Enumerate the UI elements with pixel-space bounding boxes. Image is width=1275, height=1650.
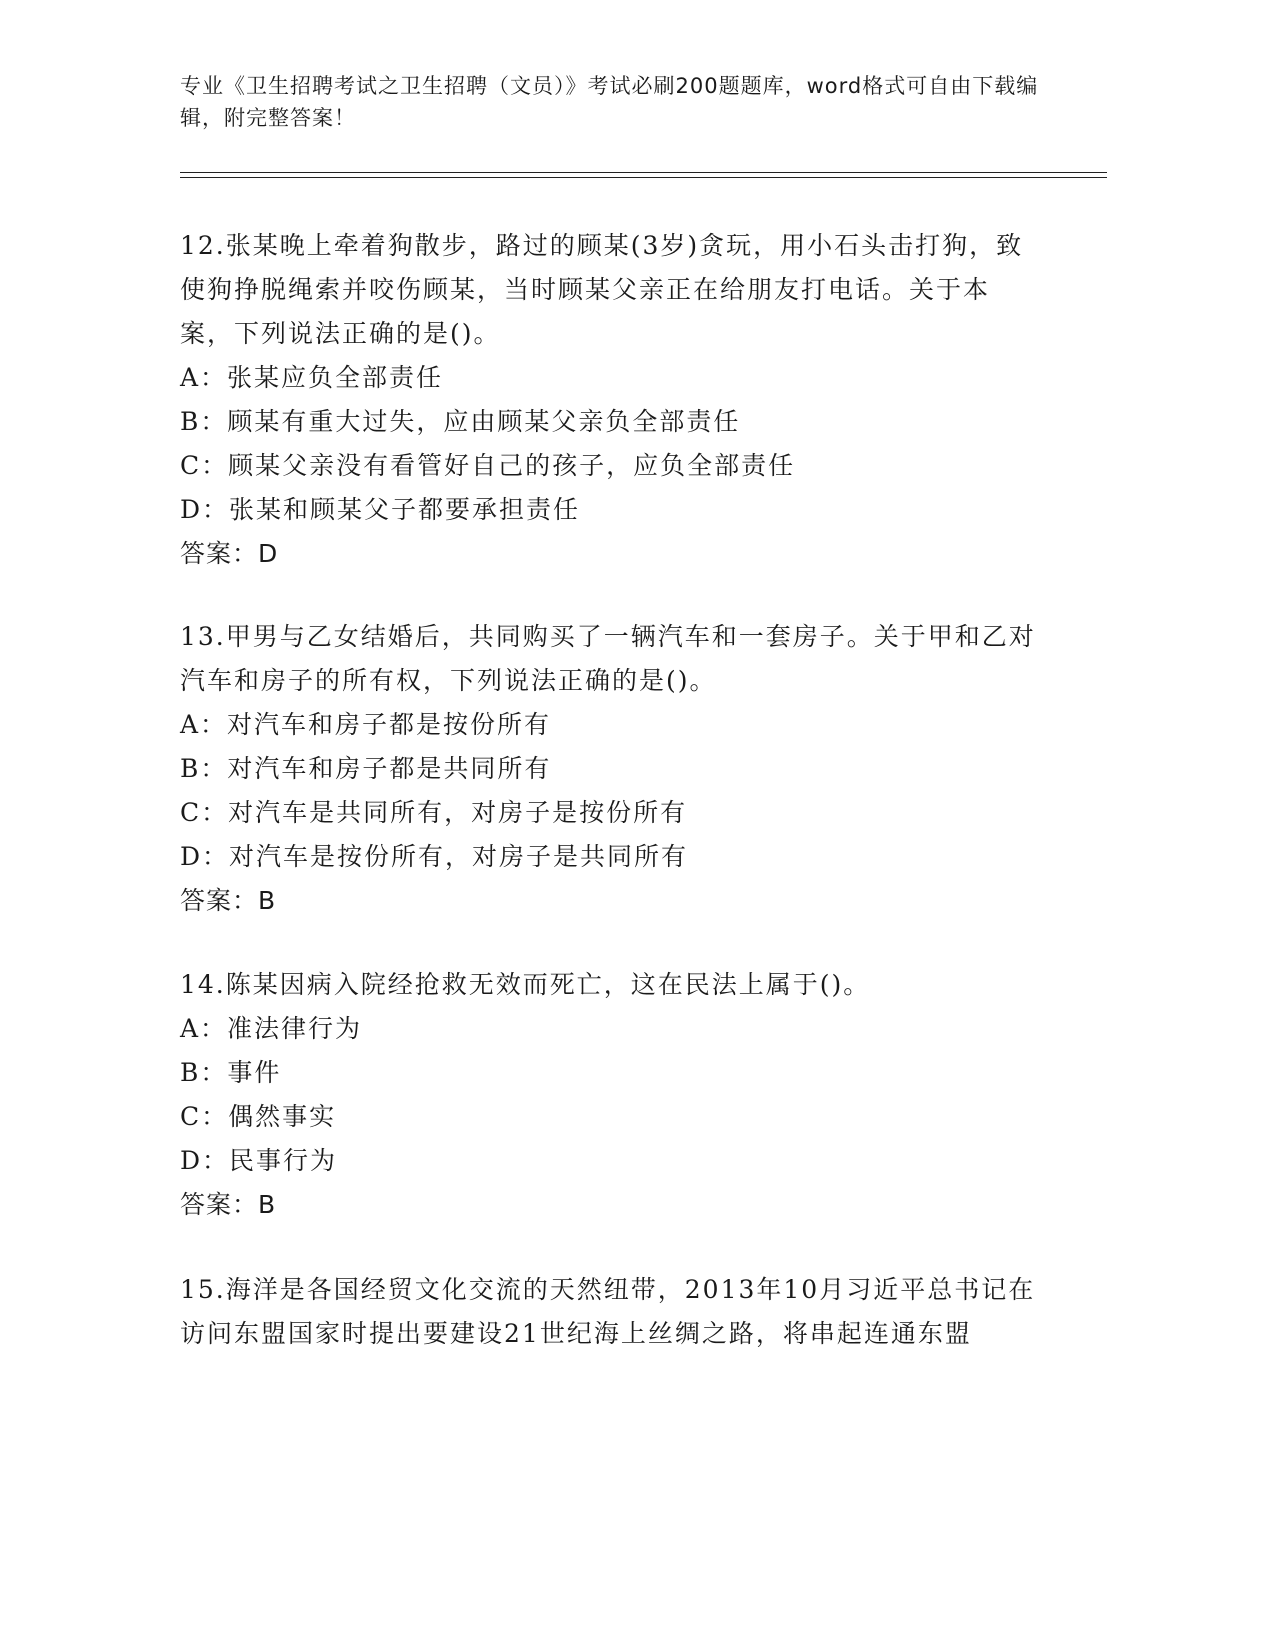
answer: 答案：D [180, 539, 279, 568]
question-15 [180, 1268, 1040, 1356]
option-b: B：对汽车和房子都是共同所有 [180, 754, 552, 783]
header-divider-bottom [180, 177, 1107, 178]
question-stem: 15.海洋是各国经贸文化交流的天然纽带，2013年10月习近平总书记在访问东盟国家时提出要建设21世纪海上丝绸之路，将串起连通东盟 [180, 1275, 1036, 1348]
option-c: C：偶然事实 [180, 1102, 337, 1131]
answer: 答案：B [180, 886, 277, 915]
option-a: A：张某应负全部责任 [180, 363, 444, 392]
answer: 答案：B [180, 1190, 277, 1219]
option-b: B：顾某有重大过失，应由顾某父亲负全部责任 [180, 407, 741, 436]
option-d: D：民事行为 [180, 1146, 338, 1175]
option-d: D：对汽车是按份所有，对房子是共同所有 [180, 842, 689, 871]
option-a: A：对汽车和房子都是按份所有 [180, 710, 552, 739]
question-12 [180, 224, 1040, 576]
option-b: B：事件 [180, 1058, 282, 1087]
header-divider-top [180, 172, 1107, 173]
document-header [180, 70, 1060, 134]
option-c: C：对汽车是共同所有，对房子是按份所有 [180, 798, 688, 827]
question-stem: 12.张某晚上牵着狗散步，路过的顾某(3岁)贪玩，用小石头击打狗，致使狗挣脱绳索并咬伤顾某，当时顾某父亲正在给朋友打电话。关于本案，下列说法正确的是()。 [180, 231, 1024, 348]
question-13 [180, 615, 1040, 923]
option-d: D：张某和顾某父子都要承担责任 [180, 495, 581, 524]
question-14 [180, 963, 1040, 1227]
option-c: C：顾某父亲没有看管好自己的孩子，应负全部责任 [180, 451, 796, 480]
question-stem: 14.陈某因病入院经抢救无效而死亡，这在民法上属于()。 [180, 970, 871, 999]
option-a: A：准法律行为 [180, 1014, 363, 1043]
header-title: 专业《卫生招聘考试之卫生招聘（文员）》考试必刷200题题库，word格式可自由下载编辑，附完整答案！ [180, 74, 1039, 130]
question-stem: 13.甲男与乙女结婚后，共同购买了一辆汽车和一套房子。关于甲和乙对汽车和房子的所有权，下列说法正确的是()。 [180, 622, 1036, 695]
